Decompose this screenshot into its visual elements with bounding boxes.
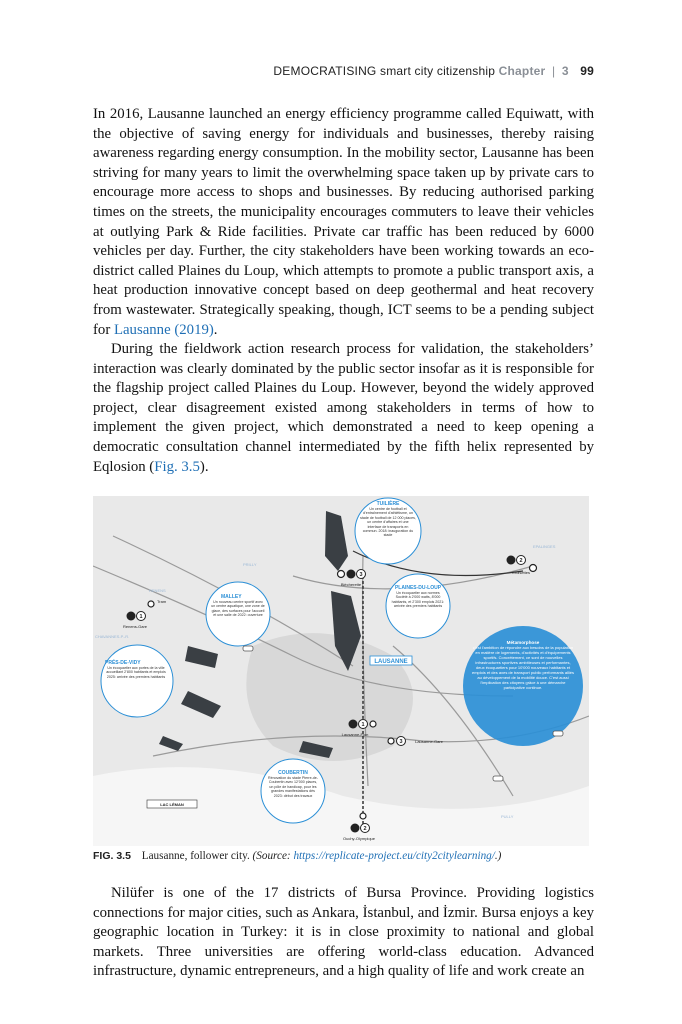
malley-description: Un nouveau centre sportif avec un centre aquatique, une zone de glace, des surfaces pour l'accueil et une salle de 2022: ouverture <box>211 600 265 618</box>
metamorphose-content <box>471 640 575 690</box>
figure-caption <box>93 850 603 862</box>
citation-link-lausanne-2019[interactable]: Lausanne (2019) <box>113 321 214 338</box>
paragraph-text: In 2016, Lausanne launched an energy efficiency programme called Equiwatt, with the objective of saving energy for individuals and businesses, thereby raising awareness regarding energy consumption. In the mobility sector, Lausanne has been striving for many years to limit the overwhelming space taken up by private cars to encourage more access to shops and businesses. By reducing authorised parking times on the streets, the municipality encourages commuters to leave their vehicles at outlying Park & Ride facilities. Private car traffic has been reduced by 6000 vehicles per day. Further, the city stakeholders have been working towards an eco-district called Plaines du Loup, which attempts to promote a public transport axis, a heat production innovative concept based on deep geothermal and heat recovery from wastewater. Strategically speaking, though, ICT seems to be a pending subject for <box>93 106 594 338</box>
station-name: Ouchy-Olympique <box>342 836 376 841</box>
coubertin-desc-box <box>267 776 319 818</box>
pully-label: PULLY <box>501 814 514 819</box>
metro-m-icon <box>507 556 516 565</box>
figure-reference-link[interactable]: Fig. 3.5 <box>154 458 200 475</box>
line-number: 2 <box>519 558 523 564</box>
station-marker <box>148 601 154 607</box>
metamorphose-description: c'est l'ambition de répondre aux besoins de la population en matière de logements, d'activités et d'équipements sportifs. Concrètement, ce sont de nouvelles infrastructures sportives ambitieuses et performantes, deux écoquartiers pour 10'000 nouveaux habitants et emplois et des axes de transport public performants alliés au développement de la mobilité douce. C'est aussi l'implication des citoyens grâce à une démarche participative continue. <box>471 645 575 690</box>
metro-m-icon <box>349 720 358 729</box>
paragraph-text: During the fieldwork action research process for validation, the stakeholders’ interaction was clearly dominated by the public sector insofar as it is responsible for the flagship project called Plaines du Loup. However, beyond the widely approved project, clear disagreement existed among stakeholders in terms of how to implement the given project, which demonstrated a need to keep opening a democratic consultation channel intermediated by the fifth helix represented by Eqlosion ( <box>93 341 594 475</box>
tuiliere-description: Un centre de football et d'entraînement d'athlétisme, un stade de football de 12 000 places, un centre d'affaires et une interface de transports en commun. 2018: inauguration du stade <box>360 507 416 538</box>
station-marker <box>530 565 537 572</box>
plaines-desc-box <box>391 591 445 631</box>
page-number: 99 <box>580 64 594 78</box>
header-chapter-label: Chapter <box>498 64 546 78</box>
station-name: Lausanne-Flon <box>341 732 369 737</box>
station-marker <box>360 813 366 819</box>
station-marker <box>388 738 394 744</box>
plaines-description: Un écoquartier aux normes Société à 2'000 watts, 8'000 habitants, et 2'300 emplois 2021: arrivée des premiers habitants <box>391 591 445 609</box>
renens-label: RENENS <box>149 588 166 593</box>
line-number: 1 <box>139 614 143 620</box>
running-header <box>273 64 594 78</box>
pres-desc-box <box>105 666 167 710</box>
paragraph-nilufer <box>93 884 594 982</box>
metamorphose-text-box <box>471 640 575 736</box>
pres-description: Un écoquartier aux portes de la ville accueillant 2'800 habitants et emplois 2025: arrivée des premiers habitants <box>106 666 166 679</box>
station-name: Lausanne-Gare <box>415 739 443 744</box>
lausanne-label: LAUSANNE <box>374 659 408 665</box>
station-name: Croisettes <box>511 570 531 575</box>
lausanne-map-figure <box>93 496 589 846</box>
caption-source-open: (Source: <box>252 850 294 862</box>
prilly-label: PRILLY <box>243 562 257 567</box>
rail-marker <box>243 646 253 651</box>
metro-m-icon <box>127 612 136 621</box>
paragraph-fieldwork <box>93 340 594 477</box>
line-number: 3 <box>359 572 363 578</box>
malley-desc-box <box>211 600 265 646</box>
tuiliere-title: TUILIÈRE <box>376 501 400 507</box>
malley-title: MALLEY <box>221 594 242 600</box>
map-svg <box>93 496 589 846</box>
coubertin-description: Rénovation du stade Pierre-de-Coubertin avec 12'000 places, un pôle de handicap, pour les grandes manifestations dès 2023: début des travaux <box>268 776 318 798</box>
caption-source-link[interactable]: https://replicate-project.eu/city2citylearning/ <box>293 850 495 862</box>
lac-leman-label: LAC LÉMAN <box>160 802 184 807</box>
paragraph-end: . <box>213 321 218 338</box>
caption-source-close: .) <box>494 850 502 862</box>
epalinges-label: EPALINGES <box>533 544 556 549</box>
tuiliere-desc-box <box>360 507 416 557</box>
chavannes-label: CHAVANNES-P.-R. <box>95 634 130 639</box>
coubertin-title: COUBERTIN <box>278 770 308 776</box>
station-name: Blécherette <box>340 582 362 587</box>
header-chapter-number: 3 <box>561 64 569 78</box>
tram-label: Tram <box>157 599 167 604</box>
plaines-title: PLAINES-DU-LOUP <box>394 585 442 591</box>
rail-marker <box>553 731 563 736</box>
metro-m-icon <box>347 570 356 579</box>
station-name: Renens-Gare <box>122 624 148 629</box>
pres-title: PRÉS-DE-VIDY <box>105 660 141 666</box>
header-separator: | <box>551 64 556 78</box>
station-marker <box>338 571 345 578</box>
header-title: DEMOCRATISING smart city citizenship <box>273 64 496 78</box>
line-number: 3 <box>399 739 403 745</box>
figure-label: FIG. 3.5 <box>93 850 131 862</box>
paragraph-text: Nilüfer is one of the 17 districts of Bursa Province. Providing logistics connections for major cities, such as Ankara, İstanbul, and İzmir. Bursa enjoys a key geographic location in Turkey: it is in close proximity to national and global markets. Three universities are offering world-class education. Advanced infrastructure, dynamic entrepreneurs, and a high quality of life and work create an <box>93 885 594 980</box>
paragraph-equiwatt <box>93 105 594 340</box>
station-marker <box>370 721 376 727</box>
line-number: 2 <box>363 826 367 832</box>
line-number: 1 <box>361 722 365 728</box>
rail-marker <box>493 776 503 781</box>
paragraph-end: ). <box>199 458 209 475</box>
metamorphose-title: Métamorphose <box>506 640 540 645</box>
metro-m-icon <box>351 824 360 833</box>
caption-text: Lausanne, follower city. <box>141 850 250 862</box>
